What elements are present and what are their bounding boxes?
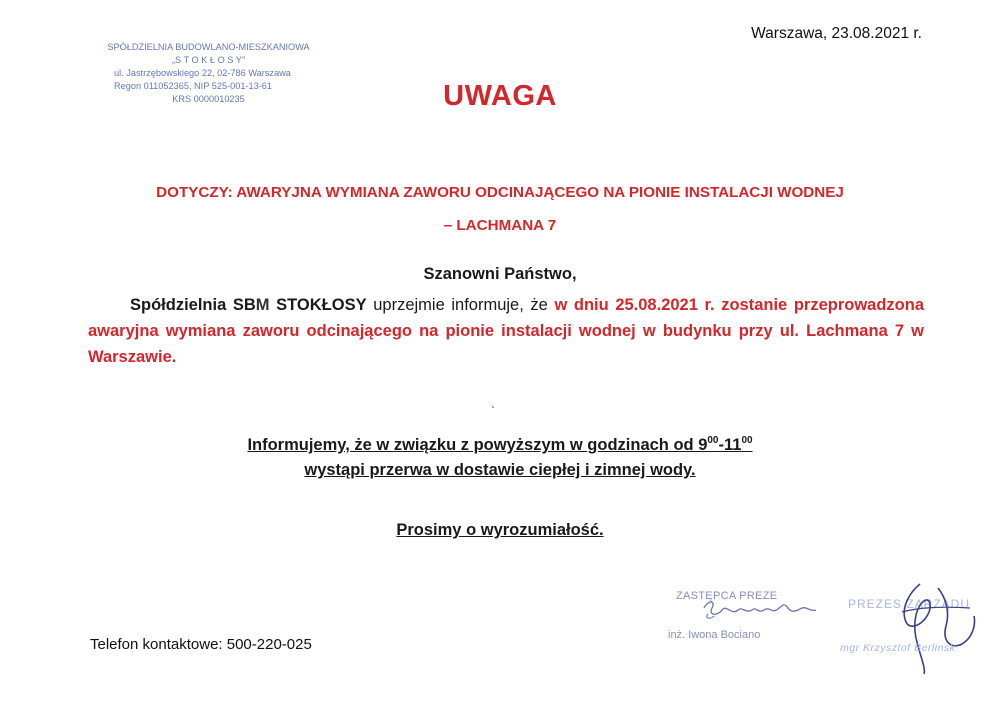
page-title: UWAGA [443,80,557,112]
notice-line-1-text: Informujemy, że w związku z powyższym w godzinach od 9 [247,436,708,454]
org-name: STOKŁOSY [269,296,367,314]
highlight-text: w dniu 25.08.2021 r. zostanie przeprowadzona awaryjna wymiana zaworu odcinającego na pionie instalacji wodnej w budynku przy ul. Lachmana 7 w Warszawie. [88,296,924,366]
closing-line: Prosimy o wyrozumiałość. [396,521,604,539]
stamp-line-4: Regon 011052365, NIP 525-001-13-61 [114,81,273,91]
notice-line-2: wystąpi przerwa w dostawie ciepłej i zimnej wody. [304,461,696,479]
org-prefix: Spółdzielnia SB [130,296,256,314]
handwritten-signature-right [880,578,990,678]
stamp-line-3: ul. Jastrzębowskiego 22, 02-786 Warszawa [114,68,291,78]
org-m: M [255,296,270,314]
contact-phone: Telefon kontaktowe: 500-220-025 [90,636,312,653]
signature-right-name: mgr Krzysztof Berlinsk [840,642,956,654]
inform-text: uprzejmie informuje, że [366,296,555,314]
time-to-sup: 00 [741,435,753,446]
time-dash: -11 [718,436,742,454]
signature-right-role: PREZES ZARZĄDU [848,597,971,611]
subject-line-2: – LACHMANA 7 [443,217,557,234]
stamp-line-1: SPÓŁDZIELNIA BUDOWLANO-MIESZKANIOWA [107,42,310,52]
notice-line-1 [0,433,1000,458]
document-date: Warszawa, 23.08.2021 r. [751,25,922,42]
body-paragraph [88,292,924,370]
salutation: Szanowni Państwo, [423,265,577,283]
stamp-line-5: KRS 0000010235 [172,94,245,104]
signature-block-right [840,578,990,678]
time-from-sup: 00 [707,435,719,446]
subject-line [90,176,910,242]
stamp-line-2: „S T O K Ł O S Y” [171,55,245,65]
signature-left-role: ZASTĘPCA PREZE [676,590,778,602]
signature-left-name: inż. Iwona Bociano [668,629,761,641]
stray-mark: ` [491,404,495,418]
subject-line-1: DOTYCZY: AWARYJNA WYMIANA ZAWORU ODCINAJĄCEGO NA PIONIE INSTALACJI WODNEJ [156,184,844,201]
handwritten-signature-left [698,588,828,628]
notice-block [0,433,1000,483]
